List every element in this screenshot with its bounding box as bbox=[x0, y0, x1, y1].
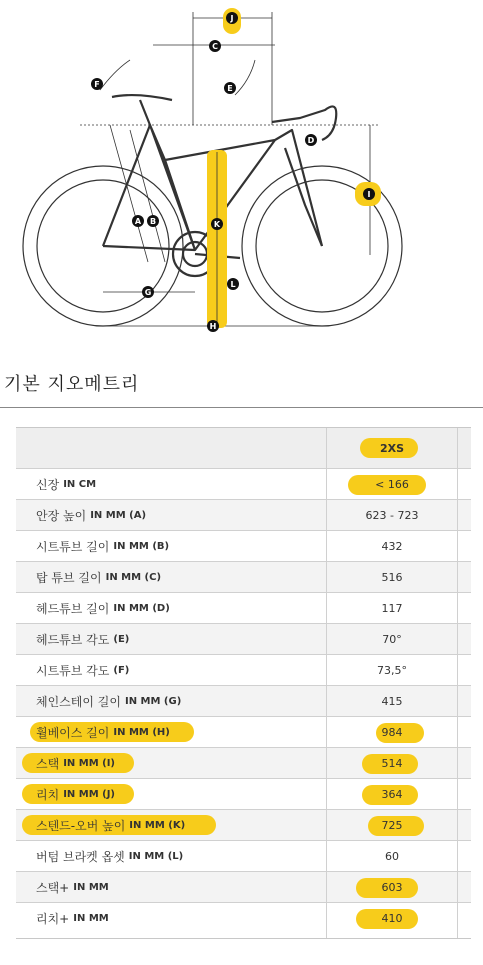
row-label: 신장 bbox=[36, 477, 60, 492]
row-unit: IN MM bbox=[73, 912, 109, 924]
label-k: K bbox=[213, 220, 221, 229]
label-h: H bbox=[209, 322, 217, 331]
table-row bbox=[16, 468, 471, 499]
row-label: 헤드튜브 각도 bbox=[36, 632, 110, 647]
row-value: 410 bbox=[381, 911, 403, 925]
label-c: C bbox=[212, 42, 218, 51]
section-title: 기본 지오메트리 bbox=[4, 374, 140, 395]
label-b: B bbox=[149, 217, 157, 226]
row-label: 스택+ bbox=[36, 880, 70, 895]
row-unit: IN MM bbox=[73, 881, 109, 893]
row-value: 432 bbox=[381, 539, 403, 553]
label-i: I bbox=[367, 190, 371, 199]
row-value: 70° bbox=[382, 632, 402, 646]
row-label: 리치 bbox=[36, 787, 60, 802]
table-row bbox=[16, 716, 471, 747]
label-a: A bbox=[134, 217, 142, 226]
row-value: 73,5° bbox=[377, 663, 407, 677]
table-row bbox=[16, 778, 471, 809]
table-row bbox=[16, 809, 471, 840]
table-row bbox=[16, 499, 471, 530]
table-row bbox=[16, 902, 471, 933]
row-label: 안장 높이 bbox=[36, 508, 87, 523]
table-row bbox=[16, 747, 471, 778]
row-value: 117 bbox=[381, 601, 403, 615]
row-value: 364 bbox=[381, 787, 403, 801]
row-value: 725 bbox=[381, 818, 403, 832]
row-unit: IN CM bbox=[63, 478, 97, 490]
label-d: D bbox=[307, 136, 315, 145]
row-unit: (E) bbox=[113, 633, 130, 645]
fork bbox=[285, 148, 322, 246]
column-divider bbox=[326, 428, 327, 938]
label-l: L bbox=[230, 280, 236, 289]
label-e: E bbox=[227, 84, 233, 93]
row-label: 체인스테이 길이 bbox=[36, 694, 121, 709]
row-unit: IN MM (G) bbox=[124, 695, 182, 707]
table-row bbox=[16, 685, 471, 716]
dim-arc-f bbox=[100, 60, 130, 90]
geometry-table bbox=[16, 427, 471, 939]
row-value: 415 bbox=[381, 694, 403, 708]
column-divider-right bbox=[457, 428, 458, 938]
row-unit: (F) bbox=[113, 664, 130, 676]
row-unit: IN MM (I) bbox=[63, 757, 116, 769]
table-header-row bbox=[16, 428, 471, 468]
row-value: 603 bbox=[381, 880, 403, 894]
row-unit: IN MM (H) bbox=[113, 726, 170, 738]
table-row bbox=[16, 592, 471, 623]
row-label: 리치+ bbox=[36, 911, 70, 926]
row-unit: IN MM (K) bbox=[129, 819, 186, 831]
row-value: 514 bbox=[381, 756, 403, 770]
row-unit: IN MM (B) bbox=[113, 540, 170, 552]
table-row bbox=[16, 530, 471, 561]
row-value: 984 bbox=[381, 725, 403, 739]
table-row bbox=[16, 840, 471, 871]
label-g: G bbox=[144, 288, 152, 297]
saddle bbox=[112, 95, 172, 100]
bike-geometry-diagram bbox=[0, 0, 483, 345]
table-row bbox=[16, 623, 471, 654]
table-row bbox=[16, 561, 471, 592]
row-value: 60 bbox=[385, 849, 399, 863]
row-label: 시트튜브 각도 bbox=[36, 663, 110, 678]
table-row bbox=[16, 654, 471, 685]
row-unit: IN MM (J) bbox=[63, 788, 116, 800]
row-value: 516 bbox=[381, 570, 403, 584]
label-j: J bbox=[230, 14, 234, 23]
row-label: 헤드튜브 길이 bbox=[36, 601, 110, 616]
row-label: 스택 bbox=[36, 756, 60, 771]
section-divider bbox=[0, 407, 483, 408]
row-unit: IN MM (A) bbox=[90, 509, 147, 521]
dim-arc-e bbox=[235, 60, 255, 95]
row-label: 버텀 브라켓 옵셋 bbox=[36, 849, 125, 864]
size-header: 2XS bbox=[379, 441, 405, 455]
row-label: 탑 튜브 길이 bbox=[36, 570, 102, 585]
row-unit: IN MM (L) bbox=[128, 850, 184, 862]
seatpost bbox=[140, 100, 150, 125]
row-value: 623 - 723 bbox=[365, 508, 419, 522]
table-row bbox=[16, 871, 471, 902]
row-label: 휠베이스 길이 bbox=[36, 725, 110, 740]
row-value: < 166 bbox=[375, 477, 409, 491]
row-label: 시트튜브 길이 bbox=[36, 539, 110, 554]
label-f: F bbox=[94, 80, 100, 89]
row-label: 스텐드-오버 높이 bbox=[36, 818, 126, 833]
row-unit: IN MM (D) bbox=[113, 602, 170, 614]
row-unit: IN MM (C) bbox=[105, 571, 162, 583]
